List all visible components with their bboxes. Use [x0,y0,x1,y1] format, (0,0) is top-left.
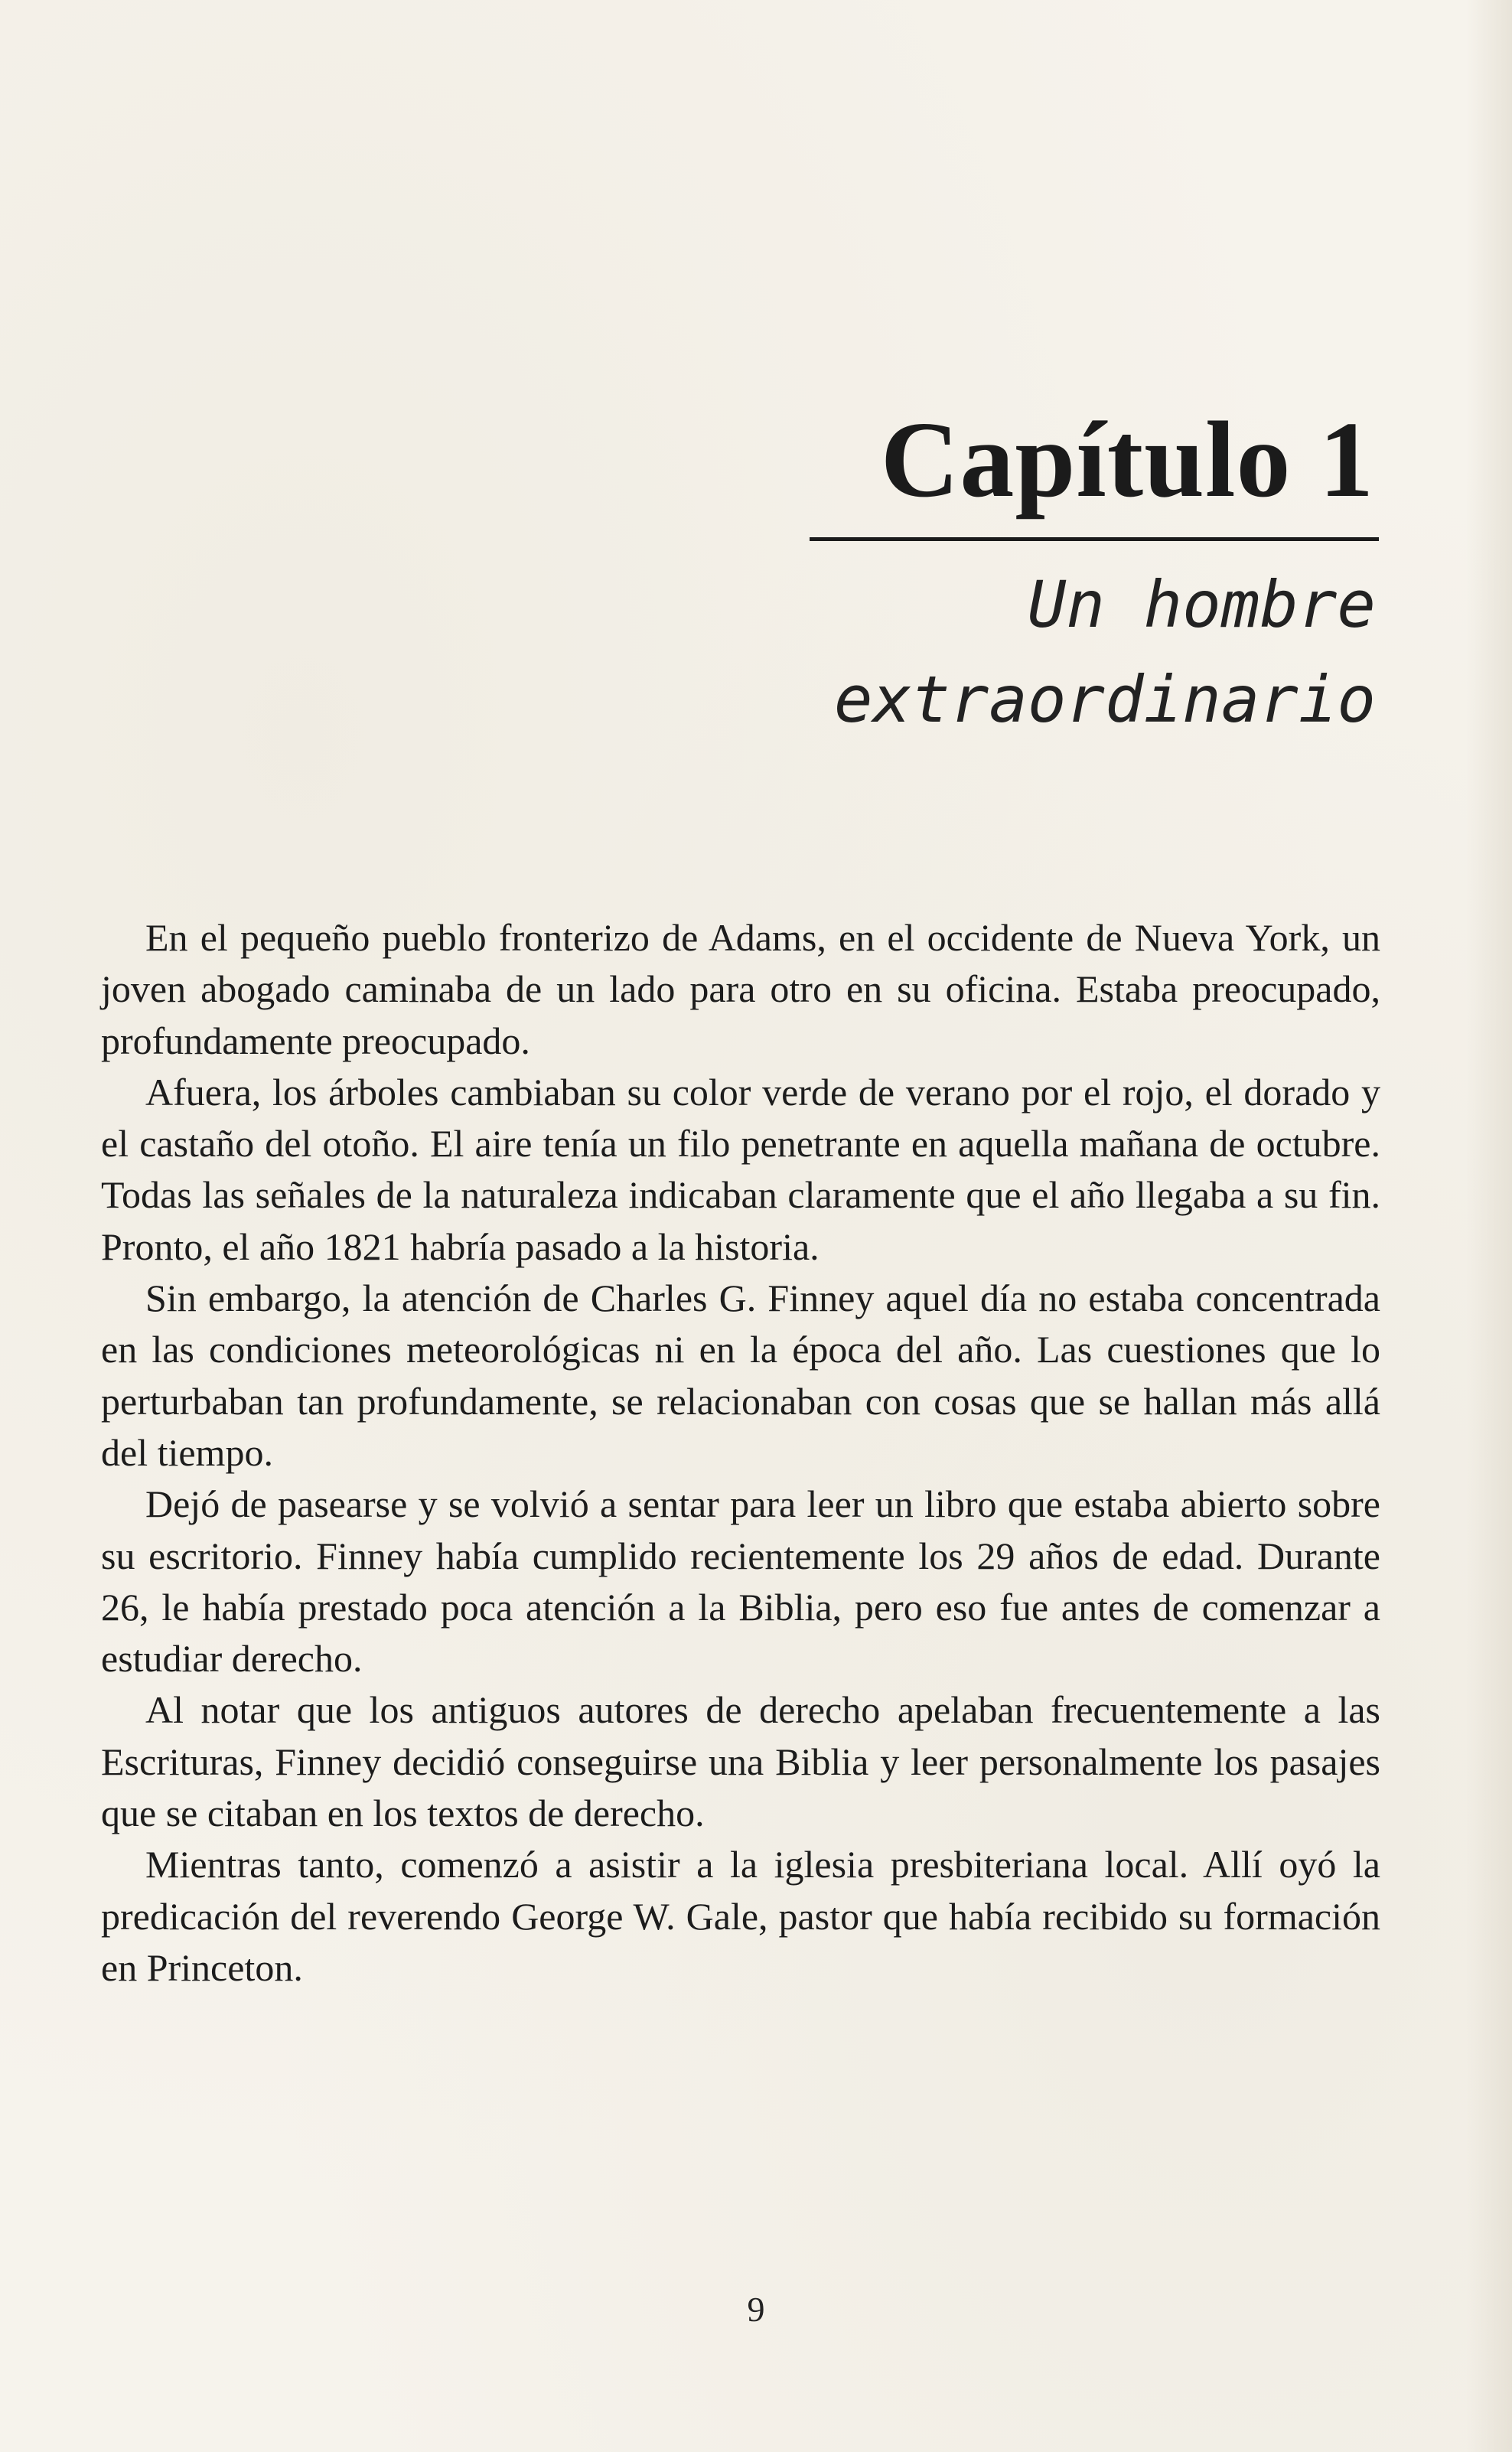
chapter-body [101,912,1380,1994]
title-rule [810,537,1379,541]
chapter-subtitle: Un hombre extraordinario [833,567,1376,737]
paragraph: Dejó de pasearse y se volvió a sentar para leer un libro que estaba abierto sobre su escritorio. Finney había cumplido recientemente los 29 años de edad. Durante 26, le había prestado poca atención a la Biblia, pero eso fue antes de comenzar a estudiar derecho. [101,1482,1380,1681]
paragraph: Sin embargo, la atención de Charles G. Finney aquel día no estaba concentrada en las condiciones meteorológicas ni en la época del año. Las cuestiones que lo perturbaban tan profundamente, se relacionaban con cosas que se hallan más allá del tiempo. [101,1277,1380,1474]
page-number: 9 [747,2290,765,2329]
page-edge-shadow [1466,0,1512,2452]
paragraph: Afuera, los árboles cambiaban su color verde de verano por el rojo, el dorado y el castaño del otoño. El aire tenía un filo penetrante en aquella mañana de octubre. Todas las señales de la naturaleza indicaban claramente que el año llegaba a su fin. Pronto, el año 1821 habría pasado a la historia. [101,1070,1380,1268]
chapter-title: Capítulo 1 [880,399,1374,520]
paragraph: Mientras tanto, comenzó a asistir a la iglesia presbiteriana local. Allí oyó la predicación del reverendo George W. Gale, pastor que había recibido su formación en Princeton. [101,1843,1380,1989]
paragraph: En el pequeño pueblo fronterizo de Adams, en el occidente de Nueva York, un joven abogado caminaba de un lado para otro en su oficina. Estaba preocupado, profundamente preocupado. [101,916,1380,1062]
paragraph: Al notar que los antiguos autores de derecho apelaban frecuentemente a las Escrituras, Finney decidió conseguirse una Biblia y leer personalmente los pasajes que se citaban en los textos de derecho. [101,1688,1380,1835]
